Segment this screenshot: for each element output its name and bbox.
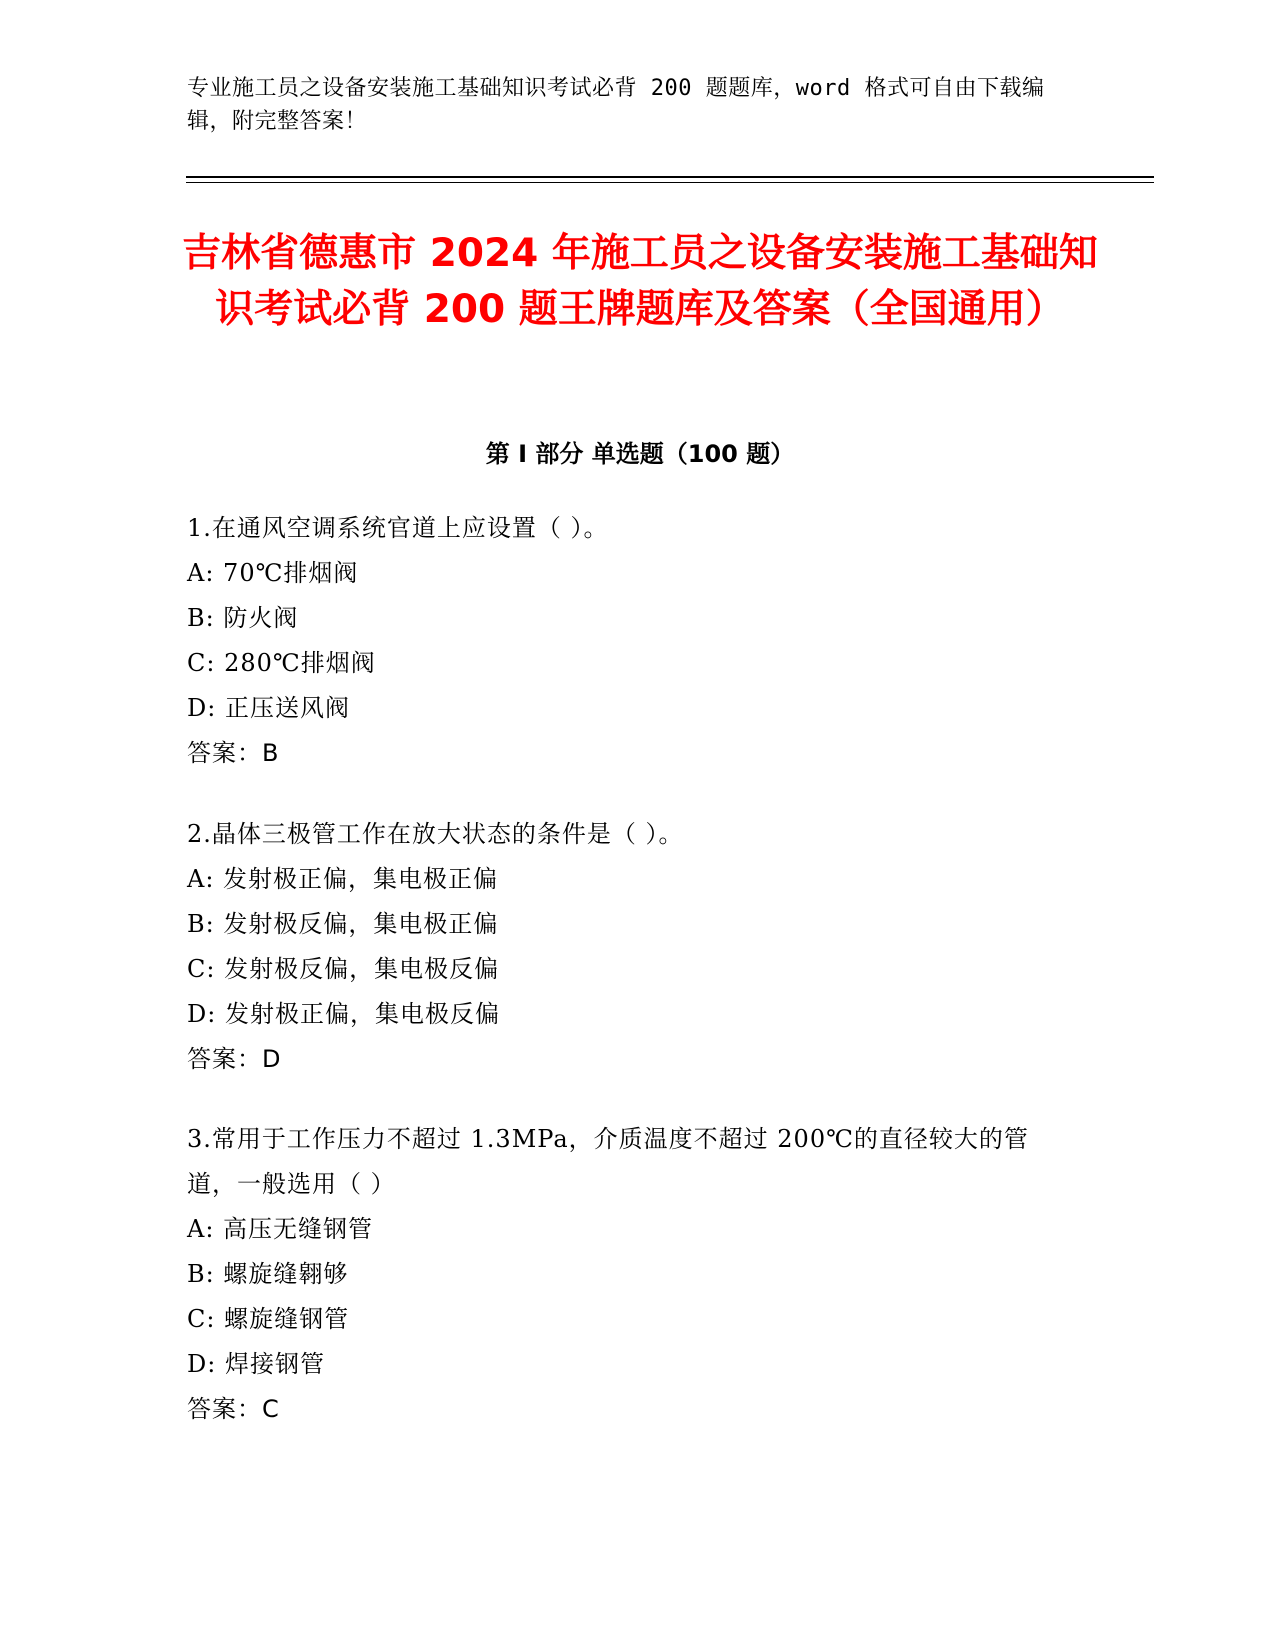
option-c: C: 螺旋缝钢管 xyxy=(187,1305,350,1333)
option-b: B: 螺旋缝翱够 xyxy=(187,1260,349,1288)
header-divider-thick xyxy=(186,176,1154,178)
option-b: B: 防火阀 xyxy=(187,604,299,632)
option-d: D: 正压送风阀 xyxy=(187,694,350,722)
question-3 xyxy=(187,1117,1087,1432)
option-d: D: 焊接钢管 xyxy=(187,1350,325,1378)
option-a: A: 发射极正偏，集电极正偏 xyxy=(187,865,499,893)
question-stem: 2.晶体三极管工作在放大状态的条件是（ ）。 xyxy=(187,820,684,848)
answer: 答案：B xyxy=(187,739,280,767)
answer: 答案：C xyxy=(187,1395,280,1423)
answer: 答案：D xyxy=(187,1045,282,1073)
question-stem: 1.在通风空调系统官道上应设置（ ）。 xyxy=(187,514,609,542)
option-c: C: 发射极反偏，集电极反偏 xyxy=(187,955,500,983)
question-2 xyxy=(187,812,1087,1082)
question-stem: 3.常用于工作压力不超过 1.3MPa，介质温度不超过 200℃的直径较大的管道，一般选用（ ） xyxy=(187,1125,1029,1198)
section-title: 第 I 部分 单选题（100 题） xyxy=(485,440,795,468)
option-c: C: 280℃排烟阀 xyxy=(187,649,376,677)
header-divider-thin xyxy=(186,182,1154,183)
option-d: D: 发射极正偏，集电极反偏 xyxy=(187,1000,500,1028)
option-a: A: 高压无缝钢管 xyxy=(187,1215,374,1243)
option-a: A: 70℃排烟阀 xyxy=(187,559,359,587)
option-b: B: 发射极反偏，集电极正偏 xyxy=(187,910,499,938)
header-note: 专业施工员之设备安装施工基础知识考试必背 200 题题库，word 格式可自由下载编辑，附完整答案！ xyxy=(187,76,1045,134)
question-1 xyxy=(187,506,1087,776)
document-title: 吉林省德惠市 2024 年施工员之设备安装施工基础知识考试必背 200 题王牌题库及答案（全国通用） xyxy=(182,231,1098,332)
